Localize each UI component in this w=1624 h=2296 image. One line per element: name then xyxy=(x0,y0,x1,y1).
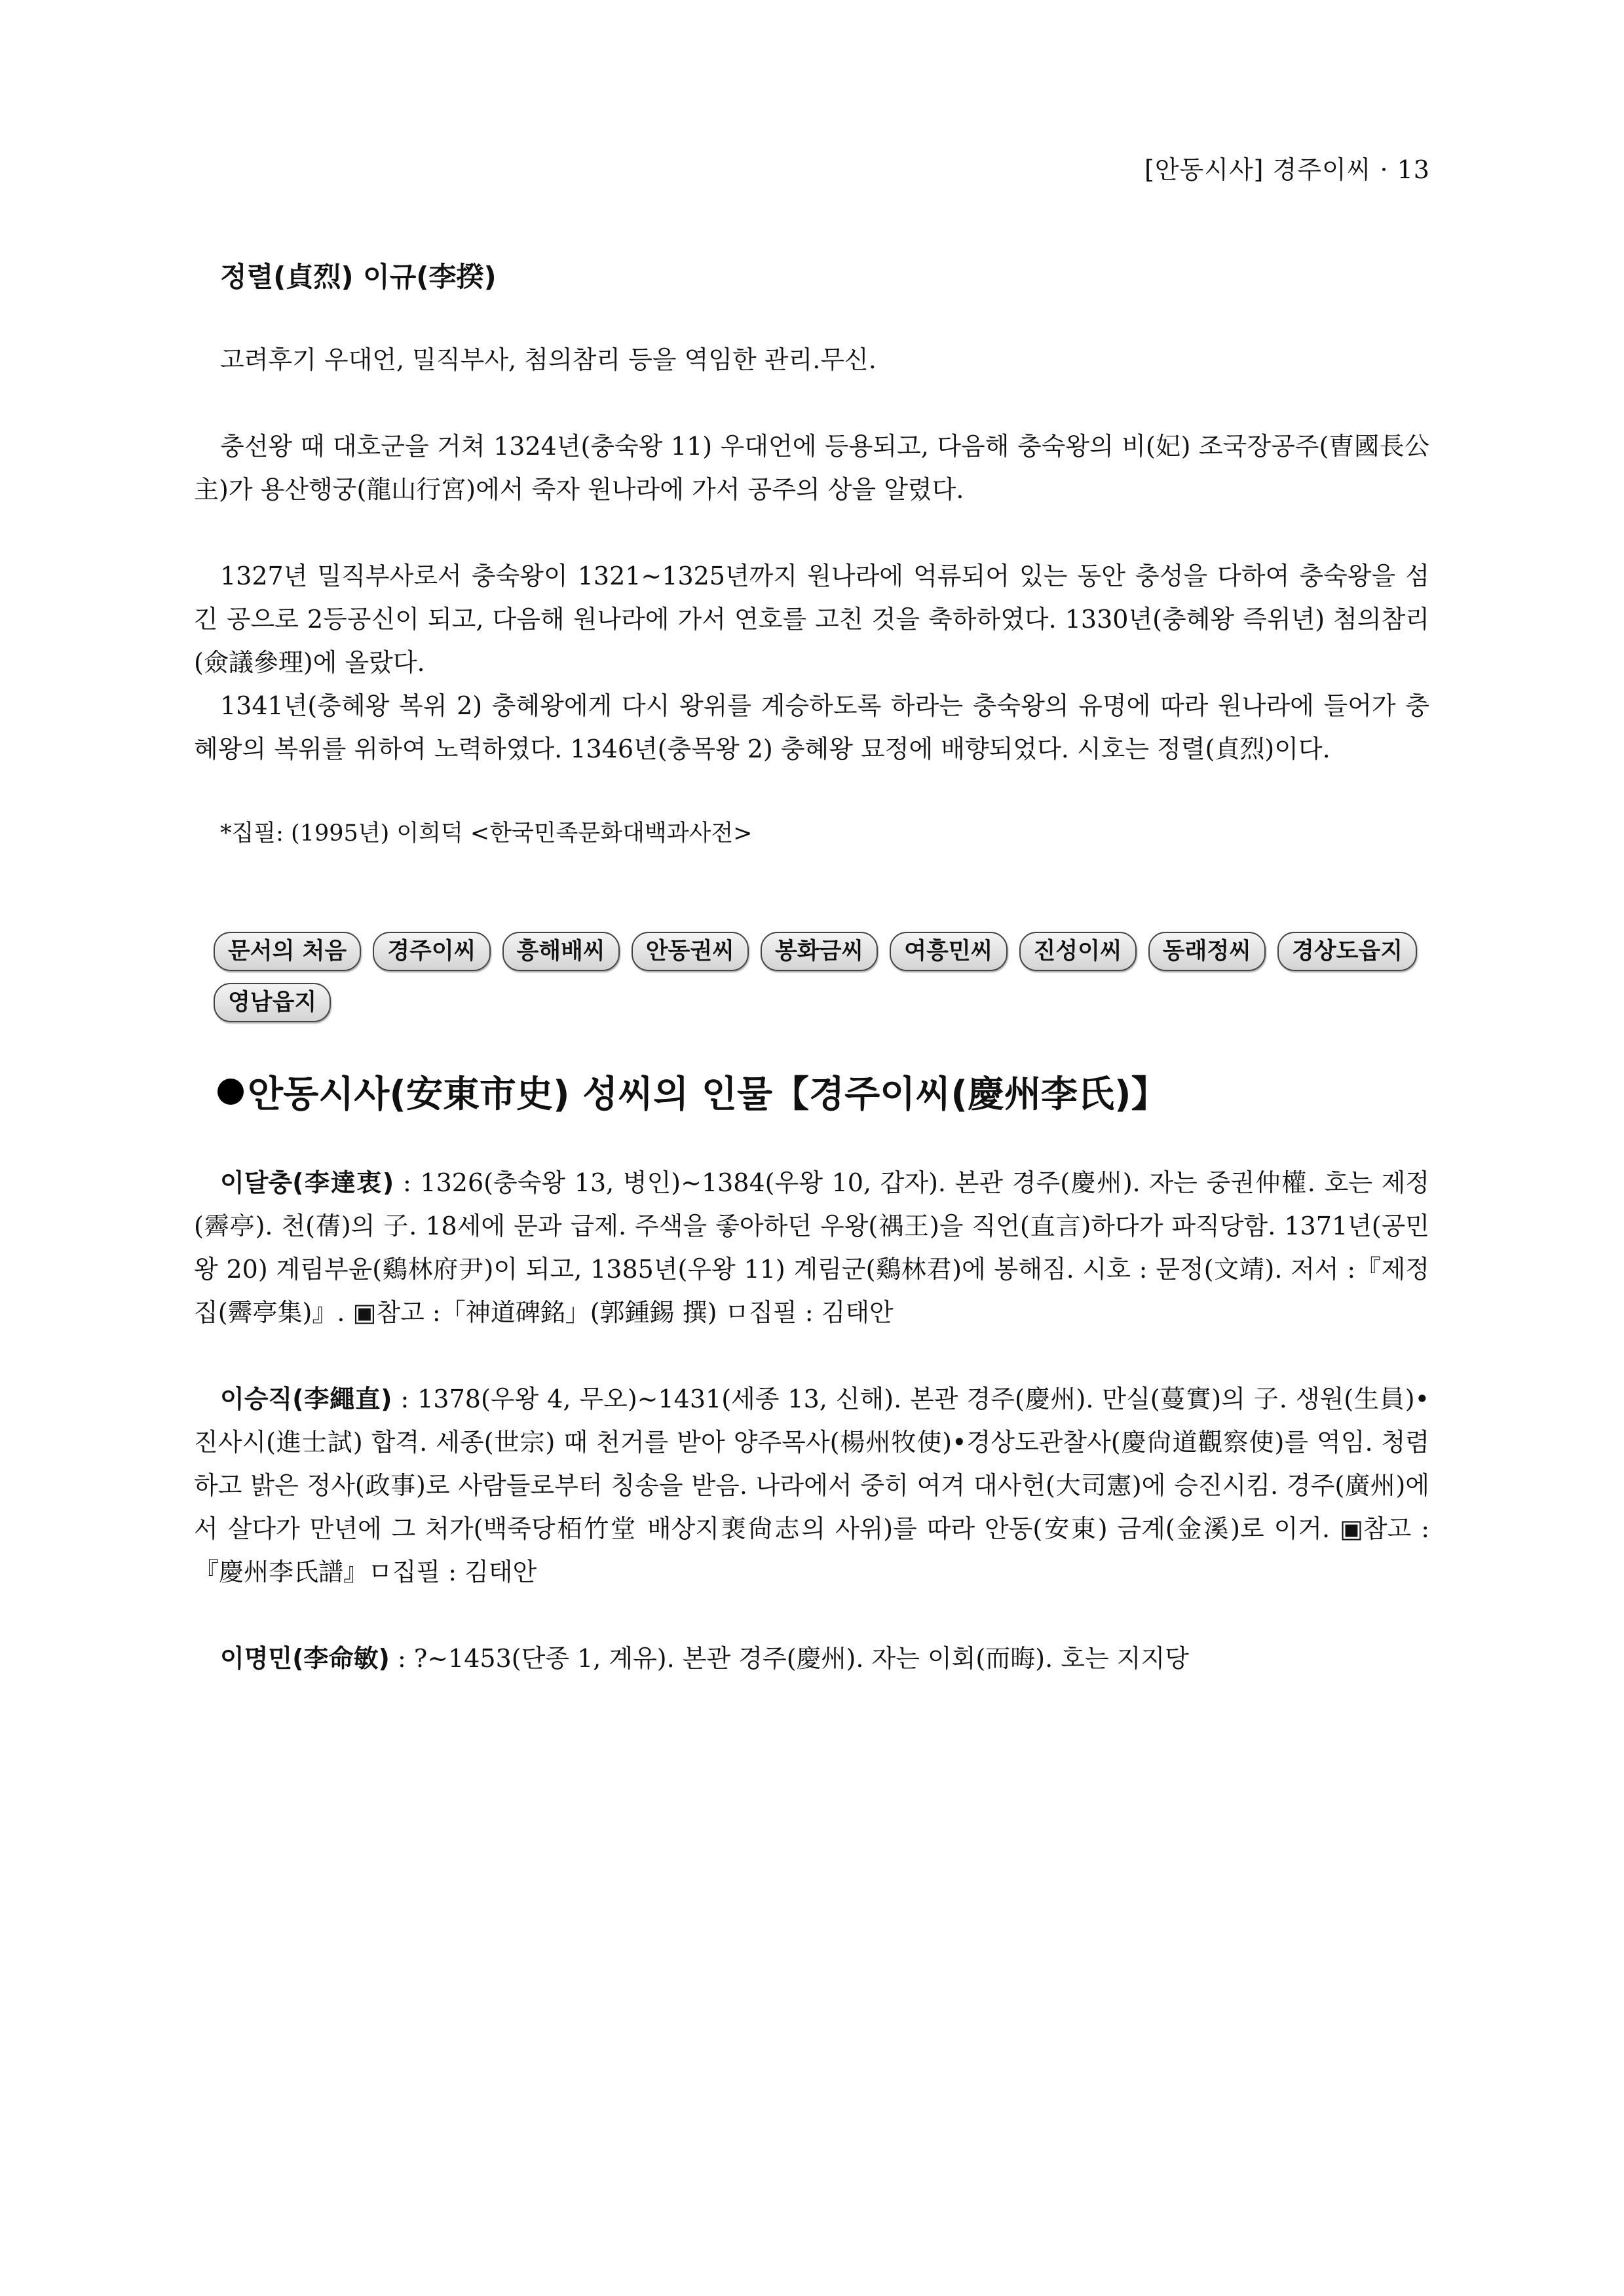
running-header: [안동시사] 경주이씨 · 13 xyxy=(1144,155,1430,184)
body-paragraph: 1327년 밀직부사로서 충숙왕이 1321∼1325년까지 원나라에 억류되어 있는 동안 충성을 다하여 충숙왕을 섬긴 공으로 2등공신이 되고, 다음해 원나라에 가서 연호를 고친 것을 축하하였다. 1330년(충혜왕 즉위년) 첨의참리(僉議參理)에 올랐다. xyxy=(194,562,1429,677)
person-entry xyxy=(194,1637,1429,1680)
section-heading-text: 안동시사(安東市史) 성씨의 인물【경주이씨(慶州李氏)】 xyxy=(248,1073,1168,1116)
person-name: 이승직(李繩直) xyxy=(220,1385,392,1413)
document-body xyxy=(194,256,1429,1680)
nav-button-jinseong-lee[interactable]: 진성이씨 xyxy=(1019,932,1137,971)
footnote: *집필: (1995년) 이희덕 <한국민족문화대백과사전> xyxy=(220,820,753,847)
nav-button-bonghwa-geum[interactable]: 봉화금씨 xyxy=(761,932,878,971)
document-navigation xyxy=(214,932,1432,1022)
nav-button-gyeongju-lee[interactable]: 경주이씨 xyxy=(373,932,490,971)
person-entry xyxy=(194,1377,1429,1594)
person-description: : ?∼1453(단종 1, 계유). 본관 경주(慶州). 자는 이회(而晦). 호는 지지당 xyxy=(389,1644,1189,1673)
section-title: 정렬(貞烈) 이규(李揆) xyxy=(220,261,497,293)
person-name: 이명민(李命敏) xyxy=(220,1644,390,1673)
nav-button-document-start[interactable]: 문서의 처음 xyxy=(214,932,361,971)
nav-button-yeongnam-eupji[interactable]: 영남읍지 xyxy=(214,983,331,1022)
person-description: : 1378(우왕 4, 무오)∼1431(세종 13, 신해). 본관 경주(慶州). 만실(蔓實)의 子. 생원(生員)•진사시(進士試) 합격. 세종(世宗) 때 천거를 받아 양주목사(楊州牧使)•경상도관찰사(慶尙道觀察使)를 역임. 청렴하고 밝은 정사(政事)로 사람들로부터 칭송을 받음. 나라에서 중히 여겨 대사헌(大司憲)에 승진시킴. 경주(廣州)에서 살다가 만년에 그 처가(백죽당栢竹堂 배상지裵尙志의 사위)를 따라 안동(安東) 금계(金溪)로 이거. ▣참고 :『慶州李氏譜』ㅁ집필 : 김태안 xyxy=(194,1385,1430,1586)
nav-button-yeoheung-min[interactable]: 여흥민씨 xyxy=(890,932,1007,971)
person-name: 이달충(李達衷) xyxy=(220,1168,394,1197)
body-paragraph: 1341년(충혜왕 복위 2) 충혜왕에게 다시 왕위를 계승하도록 하라는 충숙왕의 유명에 따라 원나라에 들어가 충혜왕의 복위를 위하여 노력하였다. 1346년(충목왕 2) 충혜왕 묘정에 배향되었다. 시호는 정렬(貞烈)이다. xyxy=(194,691,1429,763)
summary-paragraph: 고려후기 우대언, 밀직부사, 첨의참리 등을 역임한 관리.무신. xyxy=(220,345,877,374)
person-entry xyxy=(194,1161,1429,1334)
bullet-icon xyxy=(217,1079,244,1105)
body-paragraph: 충선왕 때 대호군을 거쳐 1324년(충숙왕 11) 우대언에 등용되고, 다음해 충숙왕의 비(妃) 조국장공주(曺國長公主)가 용산행궁(龍山行宮)에서 죽자 원나라에 가서 공주의 상을 알렸다. xyxy=(194,432,1429,504)
nav-button-gyeongsangdo-eupji[interactable]: 경상도읍지 xyxy=(1277,932,1417,971)
nav-button-dongnae-jeong[interactable]: 동래정씨 xyxy=(1148,932,1266,971)
nav-button-andong-kwon[interactable]: 안동권씨 xyxy=(632,932,749,971)
nav-button-heunghae-bae[interactable]: 흥해배씨 xyxy=(502,932,620,971)
person-description: : 1326(충숙왕 13, 병인)∼1384(우왕 10, 갑자). 본관 경주(慶州). 자는 중권仲權. 호는 제정(霽亭). 천(蒨)의 子. 18세에 문과 급제. 주색을 좋아하던 우왕(禑王)을 직언(直言)하다가 파직당함. 1371년(공민왕 20) 계림부윤(鷄林府尹)이 되고, 1385년(우왕 11) 계림군(鷄林君)에 봉해짐. 시호 : 문정(文靖). 저서 :『제정집(霽亭集)』. ▣참고 :「神道碑銘」(郭鍾錫 撰) ㅁ집필 : 김태안 xyxy=(194,1168,1429,1327)
section-heading xyxy=(217,1065,1429,1118)
